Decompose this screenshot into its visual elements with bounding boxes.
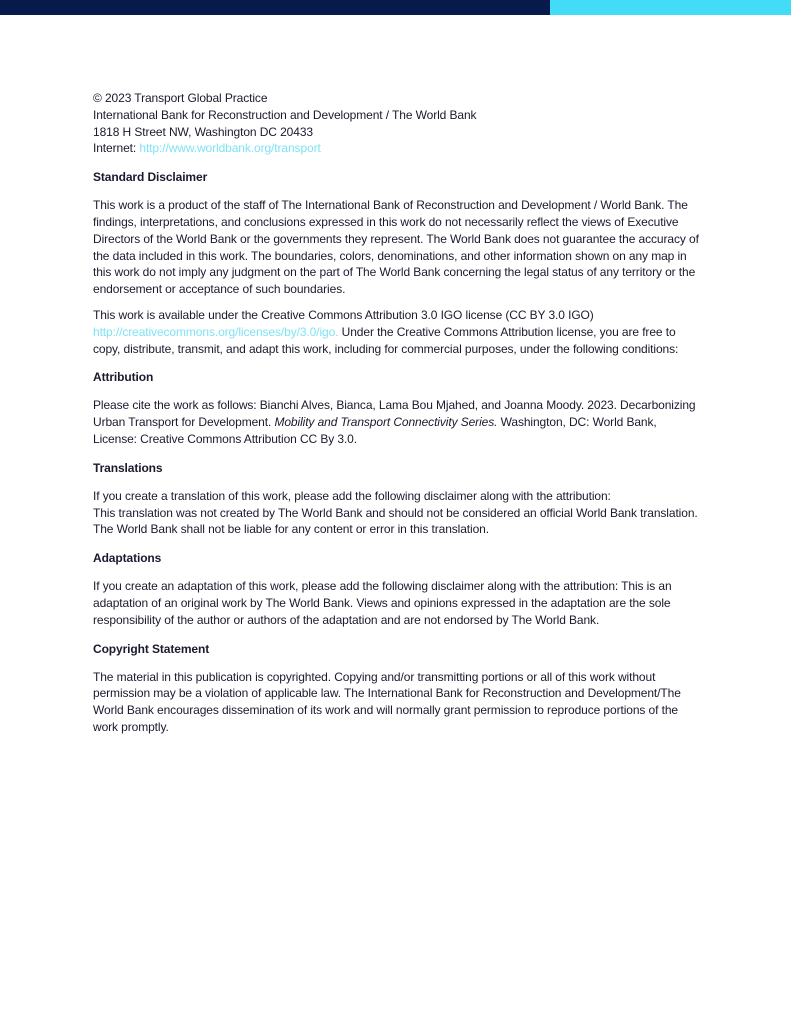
- street-line: 1818 H Street NW, Washington DC 20433: [93, 124, 313, 139]
- top-color-bar: [0, 0, 791, 15]
- license-text-start: This work is available under the Creative Commons Attribution 3.0 IGO license (CC BY 3.0 IGO): [93, 307, 594, 322]
- translations-paragraph: [93, 488, 703, 538]
- top-bar-dark-segment: [0, 0, 550, 15]
- address-block: [93, 90, 703, 157]
- internet-line: [93, 140, 703, 157]
- top-bar-light-segment: [550, 0, 791, 15]
- translations-line-2: This translation was not created by The World Bank and should not be considered an official World Bank translation. The World Bank shall not be liable for any content or error in this translation.: [93, 505, 698, 537]
- license-paragraph: [93, 307, 703, 357]
- translations-heading: Translations: [93, 460, 163, 475]
- worldbank-transport-link[interactable]: http://www.worldbank.org/transport: [139, 141, 321, 156]
- adaptations-paragraph: If you create an adaptation of this work, please add the following disclaimer along with the attribution: This is an adaptation of an original work by The World Bank. Views and opinions expressed in the adaptation are the sole responsibility of the author or authors of the adaptation and are not endorsed by The World Bank.: [93, 579, 672, 627]
- attribution-heading: Attribution: [93, 370, 154, 385]
- attribution-text-start: Please cite the work as follows: Bianchi Alves, Bianca, Lama Bou Mjahed, and Joanna Moody. 2023. Decarbonizing Urban Transport for Development.: [93, 398, 696, 430]
- attribution-paragraph: [93, 397, 703, 447]
- standard-disclaimer-heading: Standard Disclaimer: [93, 170, 208, 185]
- adaptations-heading: Adaptations: [93, 551, 162, 566]
- copyright-line: © 2023 Transport Global Practice: [93, 91, 268, 105]
- copyright-statement-heading: Copyright Statement: [93, 641, 210, 656]
- standard-disclaimer-paragraph: This work is a product of the staff of The International Bank of Reconstruction and Development / World Bank. The findings, interpretations, and conclusions expressed in this work do not necessarily reflect the views of Executive Directors of the World Bank or the governments they represent. The World Bank does not guarantee the accuracy of the data included in this work. The boundaries, colors, denominations, and other information shown on any map in this work do not imply any judgment on the part of The World Bank concerning the legal status of any territory or the endorsement or acceptance of such boundaries.: [93, 198, 699, 297]
- organization-line: International Bank for Reconstruction and Development / The World Bank: [93, 107, 477, 122]
- copyright-statement-paragraph: The material in this publication is copyrighted. Copying and/or transmitting portions or all of this work without permission may be a violation of applicable law. The International Bank for Reconstruction and Development/The World Bank encourages dissemination of its work and will normally grant permission to reproduce portions of the work promptly.: [93, 669, 681, 734]
- page-content: [93, 90, 703, 745]
- internet-label: Internet:: [93, 141, 140, 156]
- creative-commons-link[interactable]: http://creativecommons.org/licenses/by/3.0/igo.: [93, 324, 339, 339]
- attribution-text-end: Washington, DC: World Bank, License: Creative Commons Attribution CC By 3.0.: [93, 415, 657, 446]
- translations-line-1: If you create a translation of this work, please add the following disclaimer along with the attribution:: [93, 488, 611, 503]
- license-text-end: Under the Creative Commons Attribution license, you are free to copy, distribute, transmit, and adapt this work, including for commercial purposes, under the following conditions:: [93, 324, 679, 356]
- series-title: Mobility and Transport Connectivity Series.: [274, 415, 498, 430]
